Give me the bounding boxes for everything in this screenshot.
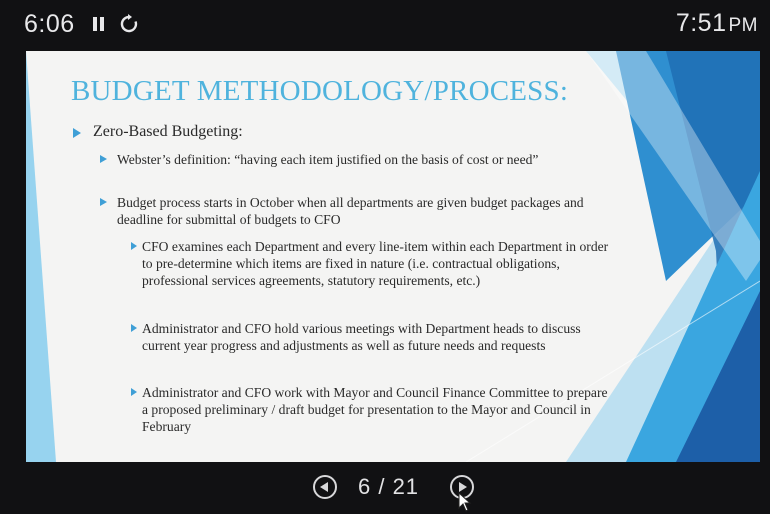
reload-icon[interactable]: [119, 14, 139, 34]
mouse-cursor-icon: [458, 492, 472, 512]
bullet-text: Administrator and CFO hold various meetings with Department heads to discuss current year progress and adjustments as well as future needs and requests: [142, 321, 581, 353]
clock-time: 7:51: [675, 9, 727, 37]
next-slide-icon: [459, 482, 467, 492]
bullet-arrow-icon: [131, 388, 137, 396]
bullet-arrow-icon: [73, 128, 81, 138]
elapsed-time: 6:06: [24, 10, 75, 38]
previous-slide-icon: [320, 482, 328, 492]
bullet-arrow-icon: [131, 242, 137, 250]
bullet-text: Budget process starts in October when all departments are given budget packages and deadline for submittal of budgets to CFO: [117, 195, 584, 227]
bullet-text: CFO examines each Department and every line-item within each Department in order to pre-determine which items are fixed in nature (i.e. contractual obligations, professional services agreements, statutory requirements, etc.): [142, 239, 609, 288]
clock: [676, 9, 758, 38]
slide-title: BUDGET METHODOLOGY/PROCESS:: [71, 75, 569, 107]
slide-controls: [0, 464, 770, 514]
bullet-text: Administrator and CFO work with Mayor and Council Finance Committee to prepare a proposed preliminary / draft budget for presentation to the Mayor and Council in February: [142, 385, 608, 434]
bullet-text: Zero-Based Budgeting:: [93, 123, 243, 140]
previous-slide-button[interactable]: [313, 475, 337, 499]
bullet-arrow-icon: [131, 324, 137, 332]
bullet-arrow-icon: [100, 198, 107, 206]
page-indicator: 6 / 21: [358, 474, 420, 499]
pause-icon[interactable]: [91, 17, 105, 33]
bullet-arrow-icon: [100, 155, 107, 163]
clock-ampm: PM: [728, 15, 758, 36]
status-bar: [0, 0, 770, 48]
slide: [26, 51, 760, 462]
bullet-text: Webster’s definition: “having each item justified on the basis of cost or need”: [117, 152, 539, 167]
